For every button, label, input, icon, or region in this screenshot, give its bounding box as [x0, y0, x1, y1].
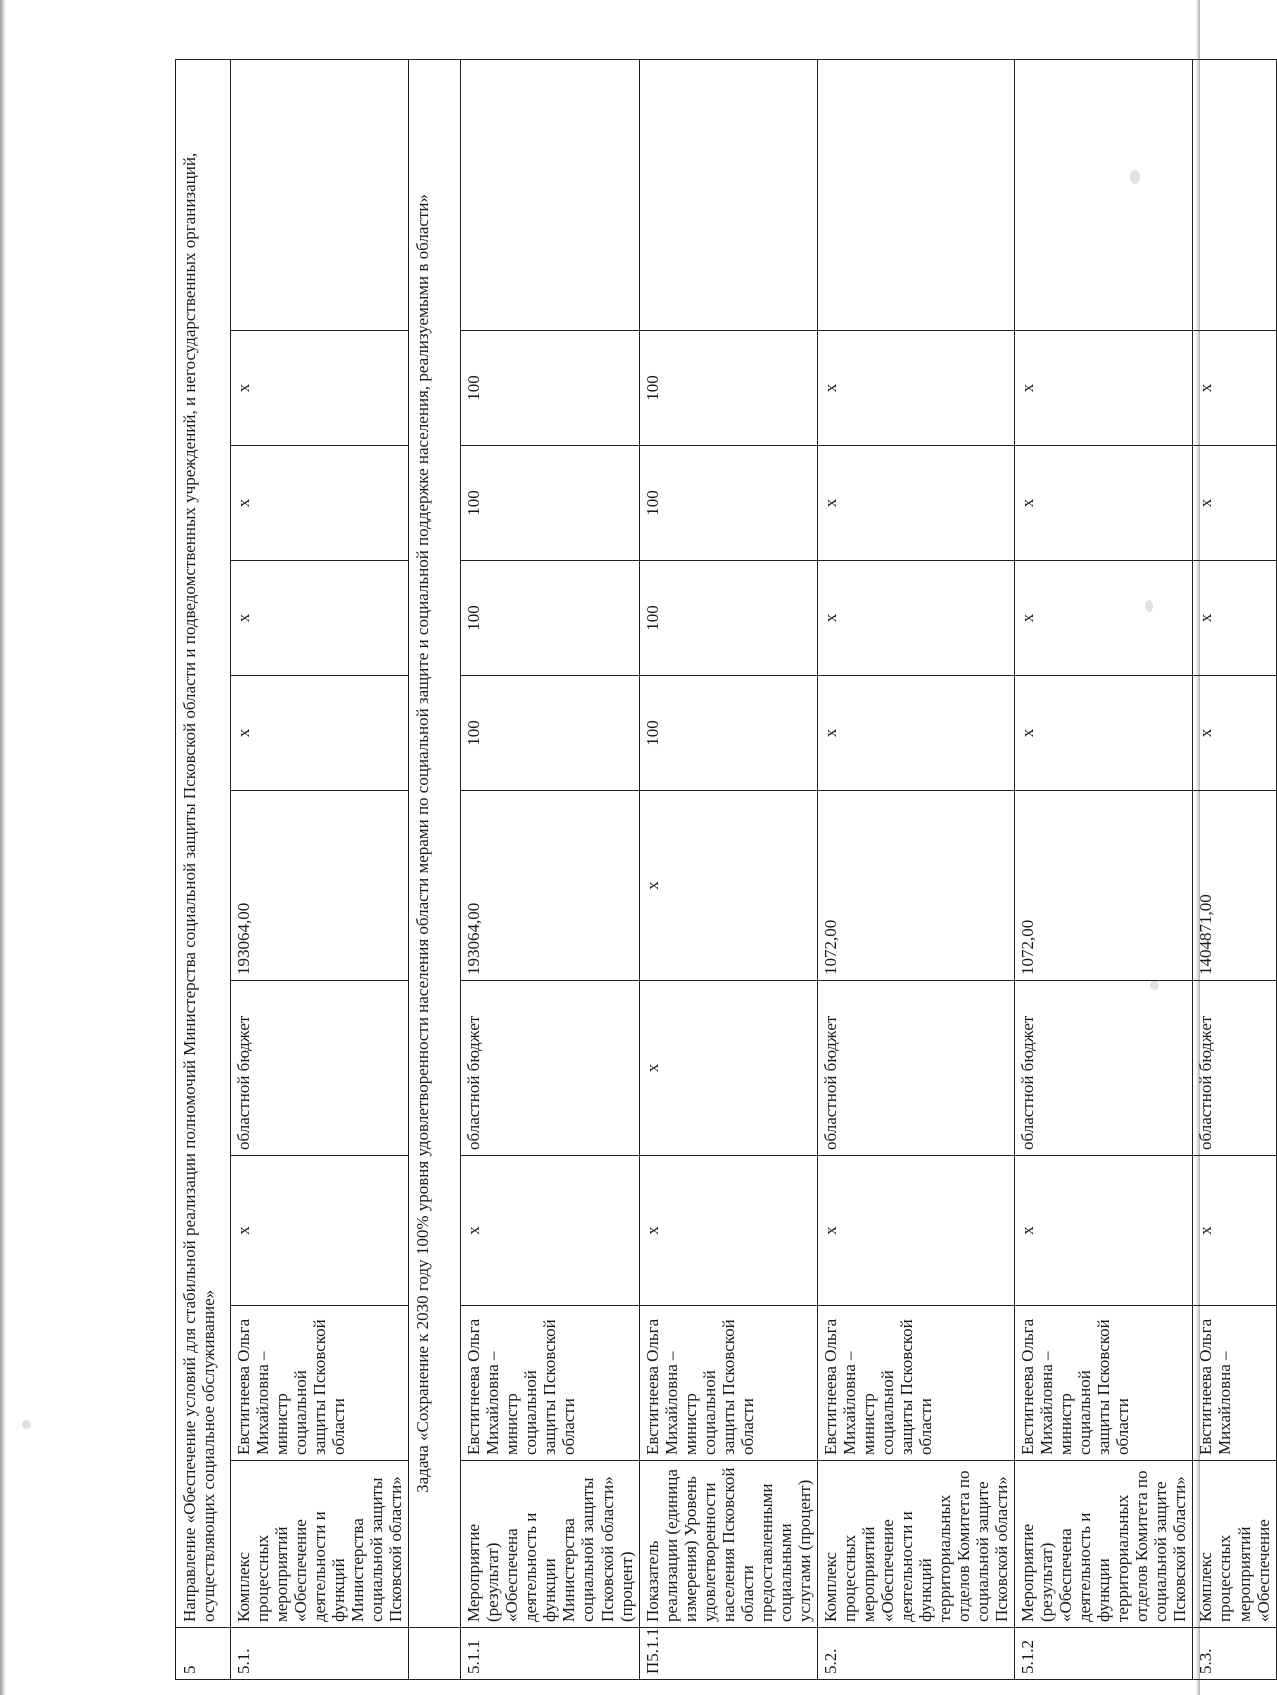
- row-value-1: 100: [461, 676, 639, 791]
- row-value-3: x: [1193, 446, 1276, 561]
- row-funding-source: областной бюджет: [817, 981, 1014, 1156]
- row-value-2: 100: [461, 561, 639, 676]
- row-name: Комплекс процессных мероприятий «Обеспечение деятельности и функций территориальных отделов Комитета по социальной защите Псковской области»: [817, 1461, 1014, 1628]
- row-cell-x: x: [1193, 1156, 1276, 1306]
- row-value-2: x: [1193, 561, 1276, 676]
- row-value-2: 100: [639, 561, 817, 676]
- row-value-1: x: [817, 676, 1014, 791]
- row-value-2: x: [1015, 561, 1193, 676]
- row-responsible: Евстигнеева Ольга Михайловна – министр социальной защиты Псковской области: [1015, 1306, 1193, 1461]
- table-row: [231, 59, 409, 1679]
- row-value-3: x: [1015, 446, 1193, 561]
- row-empty-cell: [1193, 59, 1276, 330]
- program-table: [175, 59, 1277, 1680]
- row-value-4: x: [817, 331, 1014, 446]
- row-cell-x: x: [1015, 1156, 1193, 1306]
- row-funding-source: областной бюджет: [461, 981, 639, 1156]
- direction-title: Направление «Обеспечение условий для стабильной реализации полномочий Министерства социальной защиты Псковской области и подведомственных учреждений, и негосударственных организаций, осуществляющих социальное обслуживание»: [176, 59, 231, 1627]
- row-value-3: 100: [639, 446, 817, 561]
- row-value-4: x: [231, 331, 409, 446]
- row-number: 5.1.2: [1015, 1628, 1193, 1680]
- row-number: 5.1.: [231, 1628, 409, 1680]
- rotated-document-page: [175, 60, 1273, 1680]
- row-responsible: Евстигнеева Ольга Михайловна –: [1193, 1306, 1276, 1461]
- direction-number: 5: [176, 1628, 231, 1680]
- row-amount: 1072,00: [817, 791, 1014, 981]
- table-row: [1193, 59, 1276, 1679]
- table-row: [1015, 59, 1193, 1679]
- row-empty-cell: [461, 59, 639, 330]
- row-value-3: x: [231, 446, 409, 561]
- row-value-2: x: [231, 561, 409, 676]
- row-value-4: 100: [461, 331, 639, 446]
- row-amount: 1404871,00: [1193, 791, 1276, 981]
- row-responsible: Евстигнеева Ольга Михайловна – министр социальной защиты Псковской области: [461, 1306, 639, 1461]
- row-number: 5.1.1: [461, 1628, 639, 1680]
- row-funding-source: областной бюджет: [1193, 981, 1276, 1156]
- table-row: [461, 59, 639, 1679]
- row-number: 5.2.: [817, 1628, 1014, 1680]
- table-row: [817, 59, 1014, 1679]
- row-funding-source: x: [639, 981, 817, 1156]
- row-value-1: x: [231, 676, 409, 791]
- row-value-1: x: [1015, 676, 1193, 791]
- task-row: [409, 59, 461, 1679]
- row-value-3: 100: [461, 446, 639, 561]
- row-name: Комплекс процессных мероприятий «Обеспечение: [1193, 1461, 1276, 1628]
- row-value-1: x: [1193, 676, 1276, 791]
- row-value-3: x: [817, 446, 1014, 561]
- row-amount: 193064,00: [461, 791, 639, 981]
- row-funding-source: областной бюджет: [1015, 981, 1193, 1156]
- row-name: Комплекс процессных мероприятий «Обеспечение деятельности и функций Министерства социальной защиты Псковской области»: [231, 1461, 409, 1628]
- row-number: 5.3.: [1193, 1628, 1276, 1680]
- row-number: П5.1.1: [639, 1628, 817, 1680]
- row-value-4: 100: [639, 331, 817, 446]
- row-amount: x: [639, 791, 817, 981]
- row-empty-cell: [639, 59, 817, 330]
- row-amount: 1072,00: [1015, 791, 1193, 981]
- row-funding-source: областной бюджет: [231, 981, 409, 1156]
- row-cell-x: x: [461, 1156, 639, 1306]
- row-value-4: x: [1015, 331, 1193, 446]
- row-cell-x: x: [639, 1156, 817, 1306]
- task-spacer: [409, 1628, 461, 1680]
- row-name: Мероприятие (результат) «Обеспечена деятельность и функции территориальных отделов Комитета по социальной защите Псковской области»: [1015, 1461, 1193, 1628]
- row-responsible: Евстигнеева Ольга Михайловна – министр социальной защиты Псковской области: [231, 1306, 409, 1461]
- scan-speck: [22, 1420, 31, 1429]
- task-title: Задача «Сохранение к 2030 году 100% уровня удовлетворенности населения области мерами по социальной защите и социальной поддержке населения, реализуемыми в области»: [409, 59, 461, 1627]
- row-name: Показатель реализации (единица измерения) Уровень удовлетворенности населения Псковской области предоставленными социальными услугами (процент): [639, 1461, 817, 1628]
- table-row: [639, 59, 817, 1679]
- row-cell-x: x: [817, 1156, 1014, 1306]
- direction-row: [176, 59, 231, 1679]
- row-cell-x: x: [231, 1156, 409, 1306]
- row-empty-cell: [817, 59, 1014, 330]
- scan-edge-left: [0, 0, 6, 1695]
- row-empty-cell: [1015, 59, 1193, 330]
- row-responsible: Евстигнеева Ольга Михайловна – министр социальной защиты Псковской области: [817, 1306, 1014, 1461]
- row-amount: 193064,00: [231, 791, 409, 981]
- row-value-4: x: [1193, 331, 1276, 446]
- row-value-1: 100: [639, 676, 817, 791]
- row-empty-cell: [231, 59, 409, 330]
- row-value-2: x: [817, 561, 1014, 676]
- row-name: Мероприятие (результат) «Обеспечена деятельность и функции Министерства социальной защиты Псковской области» (процент): [461, 1461, 639, 1628]
- row-responsible: Евстигнеева Ольга Михайловна – министр социальной защиты Псковской области: [639, 1306, 817, 1461]
